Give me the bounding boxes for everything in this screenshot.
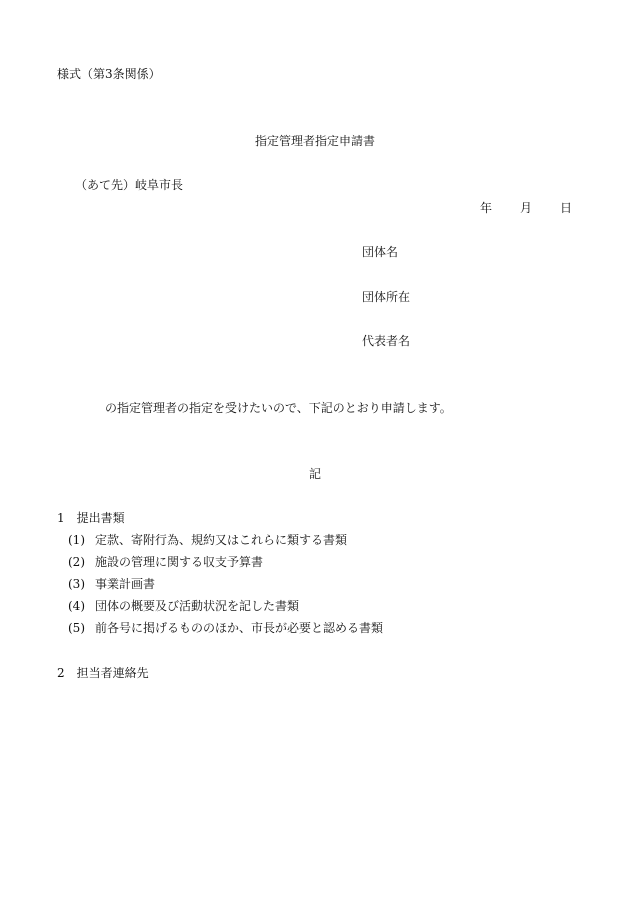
- item-text: 事業計画書: [95, 577, 156, 591]
- item-number: (4): [68, 599, 85, 613]
- day-label: 日: [559, 201, 572, 215]
- representative-label: 代表者名: [362, 334, 411, 348]
- month-label: 月: [519, 201, 532, 215]
- section2-heading: 2 担当者連絡先: [57, 666, 149, 680]
- item-text: 団体の概要及び活動状況を記した書類: [95, 599, 300, 613]
- form-label: 様式（第3条関係）: [57, 67, 161, 81]
- ki-heading: 記: [308, 467, 321, 481]
- org-address-label: 団体所在: [362, 290, 411, 304]
- item-text: 定款、寄附行為、規約又はこれらに類する書類: [95, 533, 348, 547]
- list-item: [68, 577, 383, 599]
- org-name-label: 団体名: [362, 245, 399, 259]
- item-text: 施設の管理に関する収支予算書: [95, 555, 264, 569]
- application-statement: の指定管理者の指定を受けたいので、下記のとおり申請します。: [105, 401, 452, 415]
- item-text: 前各号に掲げるもののほか、市長が必要と認める書類: [95, 621, 384, 635]
- submission-documents-list: [68, 533, 383, 643]
- section1-heading: 1 提出書類: [57, 511, 125, 525]
- document-title: 指定管理者指定申請書: [254, 134, 375, 148]
- list-item: [68, 599, 383, 621]
- item-number: (2): [68, 555, 85, 569]
- list-item: [68, 533, 383, 555]
- item-number: (3): [68, 577, 85, 591]
- item-number: (1): [68, 533, 85, 547]
- list-item: [68, 621, 383, 643]
- date-line: [480, 201, 572, 215]
- year-label: 年: [479, 201, 492, 215]
- addressee: （あて先）岐阜市長: [75, 178, 184, 192]
- list-item: [68, 555, 383, 577]
- item-number: (5): [68, 621, 85, 635]
